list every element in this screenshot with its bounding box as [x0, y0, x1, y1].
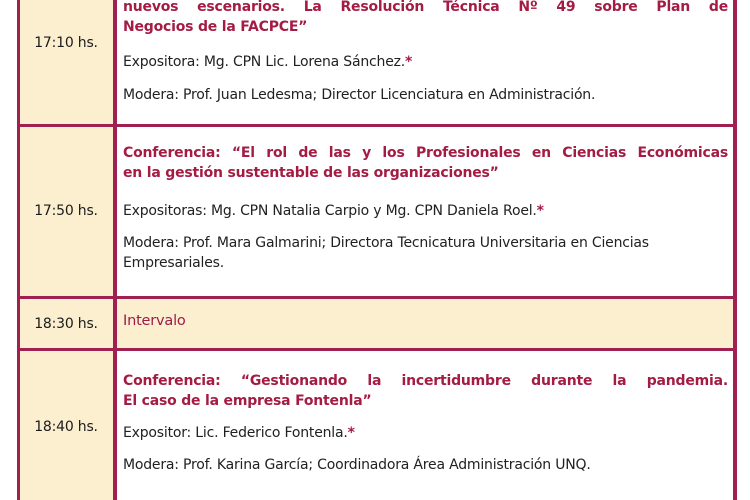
row-divider-3: [17, 348, 737, 352]
session-2-moderator-line-1: Modera: Prof. Mara Galmarini; Directora Tecnicatura Universitaria en Ciencias: [123, 235, 649, 251]
table-border-column-divider: [113, 0, 117, 500]
session-1-speaker-line: [123, 52, 728, 72]
session-1-footnote-asterisk: *: [405, 54, 413, 70]
session-row-1: [123, 0, 728, 127]
session-1-moderator-line: Modera: Prof. Juan Ledesma; Director Licenciatura en Administración.: [123, 87, 596, 103]
session-2-footnote-asterisk: *: [536, 203, 544, 219]
session-4-title-line-1: Conferencia: “Gestionando la incertidumbre durante la pandemia.: [123, 373, 728, 389]
session-4-speaker-text: Expositor: Lic. Federico Fontenla.: [123, 425, 348, 441]
session-4-title-line-2: El caso de la empresa Fontenla”: [123, 393, 372, 409]
session-2-moderator-line-2: Empresariales.: [123, 255, 224, 271]
session-1-title-line-1: nuevos escenarios. La Resolución Técnica Nº 49 sobre Plan de: [123, 0, 728, 15]
session-1-title-line-2: Negocios de la FACPCE”: [123, 19, 308, 35]
time-cell-1830: 18:30 hs.: [34, 316, 98, 332]
table-border-right: [733, 0, 737, 500]
time-cell-1840: 18:40 hs.: [34, 419, 98, 435]
session-4-footnote-asterisk: *: [347, 425, 355, 441]
session-2-speaker-text: Expositoras: Mg. CPN Natalia Carpio y Mg. CPN Daniela Roel.: [123, 203, 537, 219]
session-row-2: [123, 143, 728, 293]
session-4-speaker-line: [123, 423, 728, 443]
row-divider-2: [17, 296, 737, 300]
session-row-4: [123, 371, 728, 496]
session-1-speaker-text: Expositora: Mg. CPN Lic. Lorena Sánchez.: [123, 54, 406, 70]
time-cell-1710: 17:10 hs.: [34, 35, 98, 51]
session-2-speaker-line: [123, 201, 728, 221]
session-4-moderator-line: Modera: Prof. Karina García; Coordinadora Área Administración UNQ.: [123, 457, 591, 473]
break-label: Intervalo: [123, 313, 186, 329]
time-cell-1750: 17:50 hs.: [34, 203, 98, 219]
session-2-title-line-2: en la gestión sustentable de las organizaciones”: [123, 165, 499, 181]
session-2-title-line-1: Conferencia: “El rol de las y los Profesionales en Ciencias Económicas: [123, 145, 728, 161]
